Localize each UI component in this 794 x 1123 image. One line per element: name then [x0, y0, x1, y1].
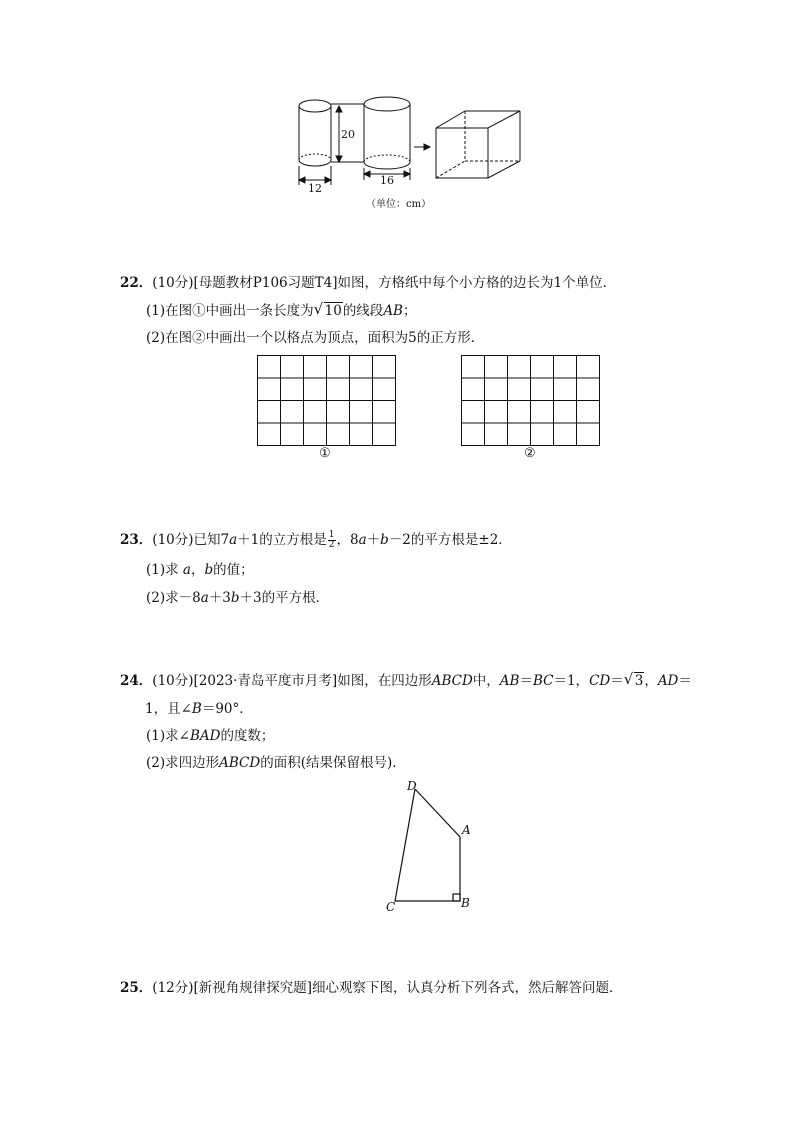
fraction-half	[328, 531, 336, 550]
var-a: a	[200, 590, 209, 606]
var-a: a	[358, 532, 367, 548]
quad-abcd: ABCD	[219, 755, 261, 771]
sqrt-10: √ 10	[313, 300, 342, 319]
q23-number: 23．	[120, 532, 153, 548]
radicand: 10	[324, 303, 342, 319]
large-diameter-label: 16	[380, 174, 394, 187]
vertex-b: B	[461, 896, 470, 910]
grid-1	[257, 355, 397, 447]
quadrilateral-figure	[380, 775, 480, 915]
plus-sign: ＋	[366, 532, 381, 548]
q23-mid2: ，8	[336, 532, 359, 548]
q23-header	[120, 530, 512, 550]
q22-number: 22．	[120, 275, 153, 291]
seg-bc: BC	[532, 673, 554, 689]
q24-part2	[146, 753, 406, 773]
q22-part1-pre: (1)在图①中画出一条长度为	[146, 303, 314, 319]
vertex-d: D	[407, 779, 417, 793]
q24-line2	[145, 699, 253, 719]
q24-part1-post: 的度数；	[220, 728, 275, 744]
segment-ab: AB	[383, 303, 403, 319]
angle-bad: BAD	[189, 728, 221, 744]
var-a: a	[182, 562, 191, 578]
var-a: a	[229, 532, 238, 548]
grid-2	[461, 355, 601, 447]
q22-part2: (2)在图②中画出一个以格点为顶点，面积为5的正方形．	[146, 330, 485, 346]
q24-number: 24．	[120, 673, 153, 689]
sqrt-3: √ 3	[623, 670, 644, 689]
q22-header	[120, 273, 616, 293]
seg-ad: AD	[657, 673, 679, 689]
q23-part2-post: ＋3的平方根．	[239, 590, 330, 606]
quad-abcd: ABCD	[431, 673, 473, 689]
q22-part1-end: ；	[402, 303, 417, 319]
q25-number: 25．	[120, 980, 153, 996]
q23-part2-pre: (2)求－8	[146, 590, 201, 606]
q22-part1	[146, 301, 416, 321]
seg-ab: AB	[499, 673, 520, 689]
q25-header	[120, 978, 623, 998]
separator: ，	[190, 562, 205, 578]
equals: ＝	[519, 673, 533, 689]
q22-part1-post: 的线段	[342, 303, 384, 319]
var-b: b	[230, 590, 240, 606]
q24-part1	[146, 726, 274, 746]
seg-cd: CD	[589, 673, 611, 689]
small-diameter-label: 12	[308, 182, 322, 195]
q23-part1-post: 的值；	[213, 562, 254, 578]
q23-part2-mid: ＋3	[208, 590, 231, 606]
q24-mid: 中，	[472, 673, 500, 689]
var-b: b	[204, 562, 214, 578]
equals: ＝	[678, 673, 692, 689]
q23-part1-pre: (1)求	[146, 562, 183, 578]
frac-den: 2	[328, 540, 335, 550]
q23-pre: (10分)已知7	[152, 532, 230, 548]
q24-pre: (10分)[2023·青岛平度市月考]如图，在四边形	[152, 673, 432, 689]
var-b: b	[380, 532, 389, 548]
vertex-c: C	[386, 900, 396, 914]
frac-num: 1	[328, 530, 335, 540]
radicand: 3	[634, 673, 644, 689]
grid-2-label: ②	[524, 446, 536, 461]
q24-header	[120, 671, 692, 691]
equals: ＝	[610, 673, 624, 689]
q22-header-text: (10分)[母题教材P106习题T4]如图，方格纸中每个小方格的边长为1个单位．	[152, 275, 617, 291]
q24-part2-post: 的面积(结果保留根号)．	[260, 755, 406, 771]
q23-mid1: ＋1的立方根是	[237, 532, 327, 548]
q24-part1-pre: (1)求∠	[146, 728, 190, 744]
height-label: 20	[341, 128, 355, 141]
q24-part2-pre: (2)求四边形	[146, 755, 220, 771]
angle-b: B	[191, 701, 202, 717]
q23-part2	[146, 588, 329, 608]
q24-mid3: ，	[644, 673, 658, 689]
q24-mid2: ＝1，	[553, 673, 590, 689]
unit-caption: （单位：cm）	[366, 199, 432, 210]
q24-line2-pre: 1，且∠	[145, 701, 192, 717]
q23-part1	[146, 560, 254, 580]
grid-1-label: ①	[319, 446, 331, 461]
q24-line2-post: ＝90°．	[201, 701, 253, 717]
q25-text: (12分)[新视角规律探究题]细心观察下图，认真分析下列各式，然后解答问题．	[152, 980, 623, 996]
vertex-a: A	[462, 823, 471, 837]
q23-tail: －2的平方根是±2．	[388, 532, 512, 548]
